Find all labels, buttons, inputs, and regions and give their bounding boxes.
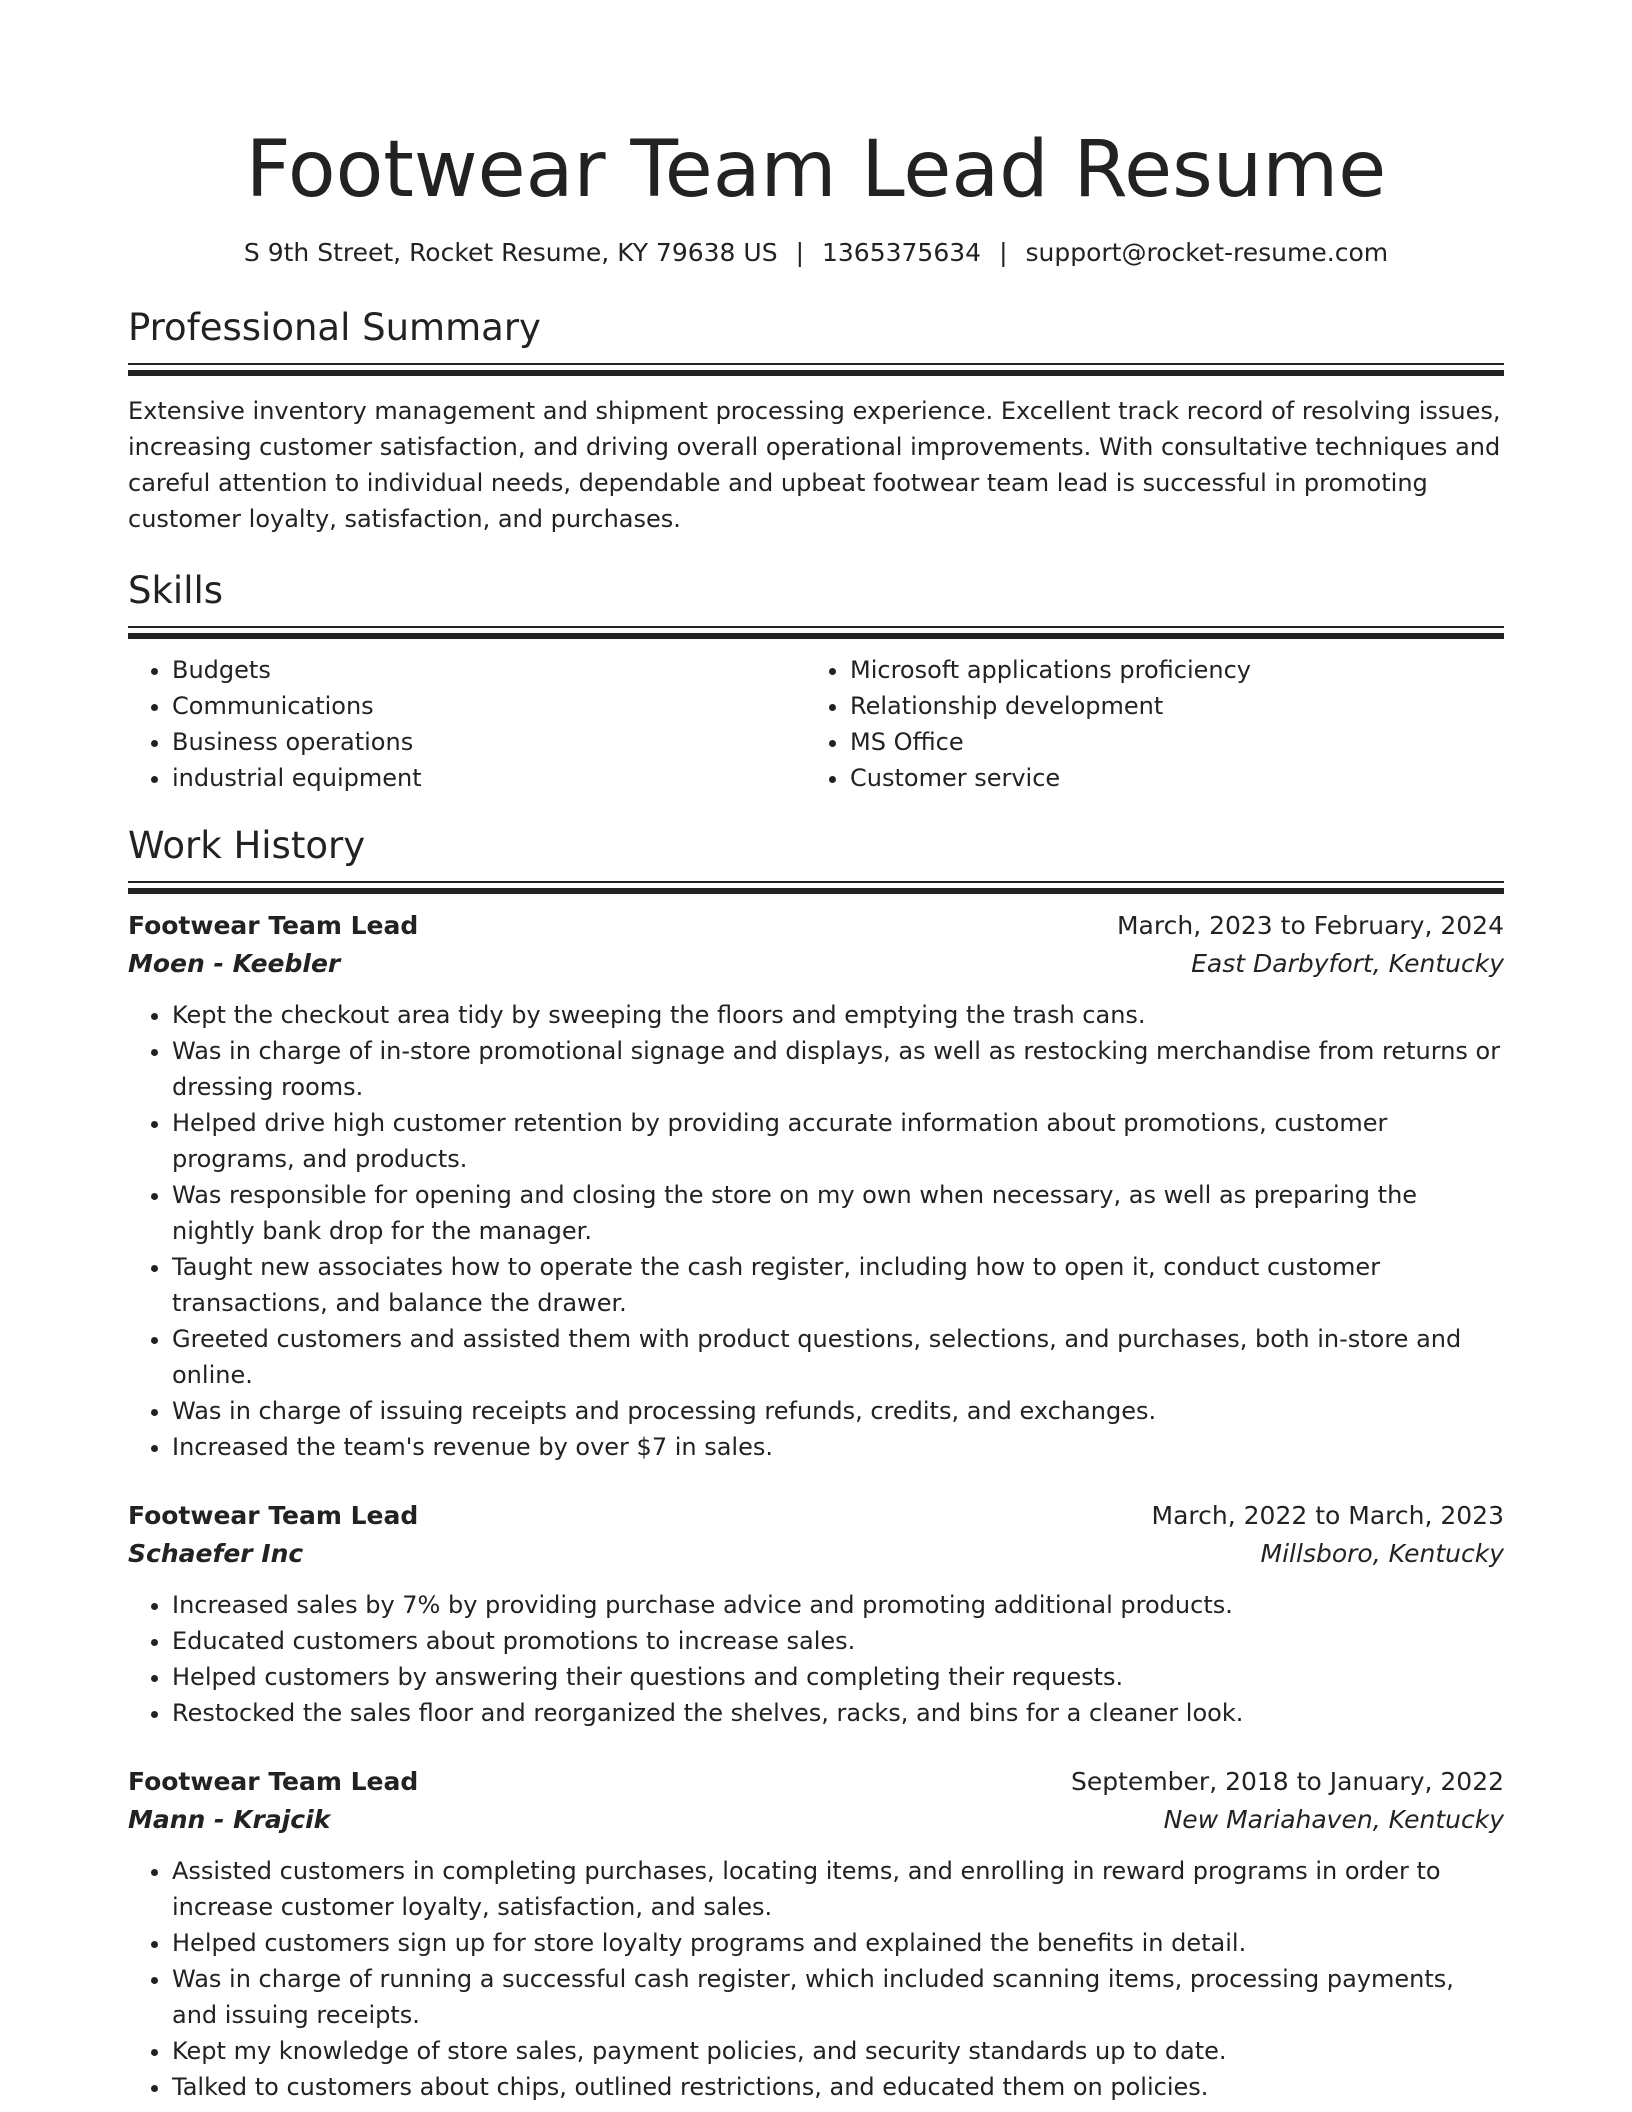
job-title: Footwear Team Lead xyxy=(128,1501,419,1530)
skill-item: • Business operations xyxy=(172,724,806,760)
summary-text: Extensive inventory management and shipment processing experience. Excellent track record of resolving issues, increasing customer satisfaction, and driving overall operational improvements. With consultative techniques and careful attention to individual needs, dependable and upbeat footwear team lead is successful in promoting customer loyalty, satisfaction, and purchases. xyxy=(128,397,1501,533)
job-dates: March, 2023 to February, 2024 xyxy=(1116,911,1504,940)
job-title: Footwear Team Lead xyxy=(128,911,419,940)
job-header xyxy=(128,907,1504,945)
address: S 9th Street, Rocket Resume, KY 79638 US xyxy=(243,238,778,267)
job-bullet: • Was in charge of running a successful cash register, which included scanning items, processing payments, and issuing receipts. xyxy=(172,1961,1504,2033)
resume-page xyxy=(128,0,1504,2105)
job-entry xyxy=(128,1763,1504,2105)
email-link[interactable]: support@rocket-resume.com xyxy=(1025,238,1389,267)
skill-item: • MS Office xyxy=(850,724,1484,760)
job-bullet: • Increased the team's revenue by over $7 in sales. xyxy=(172,1429,1504,1465)
contact-separator: | xyxy=(795,238,804,267)
skill-item: • Customer service xyxy=(850,760,1484,796)
job-bullet: • Increased sales by 7% by providing purchase advice and promoting additional products. xyxy=(172,1587,1504,1623)
contact-separator: | xyxy=(999,238,1008,267)
job-company: Moen - Keebler xyxy=(128,949,341,978)
job-dates: March, 2022 to March, 2023 xyxy=(1151,1501,1504,1530)
section-divider xyxy=(128,626,1504,632)
job-bullet: • Talked to customers about chips, outlined restrictions, and educated them on policies. xyxy=(172,2069,1504,2105)
skill-item: • Relationship development xyxy=(850,688,1484,724)
summary-section xyxy=(128,304,1504,537)
summary-heading: Professional Summary xyxy=(128,306,541,349)
work-history-heading: Work History xyxy=(128,824,366,867)
page-title: Footwear Team Lead Resume xyxy=(245,125,1387,215)
job-header xyxy=(128,1763,1504,1801)
job-bullets xyxy=(128,997,1504,1465)
skill-item: • industrial equipment xyxy=(172,760,806,796)
skills-section xyxy=(128,567,1504,796)
job-bullet: • Helped customers by answering their questions and completing their requests. xyxy=(172,1659,1504,1695)
contact-line xyxy=(128,236,1504,270)
job-subheader xyxy=(128,945,1504,983)
phone: 1365375634 xyxy=(822,238,982,267)
skill-item: • Microsoft applications proficiency xyxy=(850,652,1484,688)
job-entry xyxy=(128,907,1504,1465)
section-divider xyxy=(128,363,1504,369)
job-bullets xyxy=(128,1853,1504,2105)
job-company: Mann - Krajcik xyxy=(128,1805,331,1834)
skill-item: • Budgets xyxy=(172,652,806,688)
job-bullet: • Helped drive high customer retention by providing accurate information about promotions, customer programs, and products. xyxy=(172,1105,1504,1177)
job-dates: September, 2018 to January, 2022 xyxy=(1071,1767,1504,1796)
skills-grid xyxy=(128,652,1504,796)
skills-column-right xyxy=(806,652,1484,796)
job-location: New Mariahaven, Kentucky xyxy=(1163,1805,1504,1834)
job-company: Schaefer Inc xyxy=(128,1539,304,1568)
job-bullet: • Greeted customers and assisted them with product questions, selections, and purchases, both in-store and online. xyxy=(172,1321,1504,1393)
job-entry xyxy=(128,1497,1504,1731)
job-bullets xyxy=(128,1587,1504,1731)
skills-column-left xyxy=(128,652,806,796)
job-title: Footwear Team Lead xyxy=(128,1767,419,1796)
section-divider xyxy=(128,881,1504,887)
job-bullet: • Kept my knowledge of store sales, payment policies, and security standards up to date. xyxy=(172,2033,1504,2069)
job-bullet: • Kept the checkout area tidy by sweeping the floors and emptying the trash cans. xyxy=(172,997,1504,1033)
job-location: East Darbyfort, Kentucky xyxy=(1191,949,1504,978)
job-bullet: • Restocked the sales floor and reorganized the shelves, racks, and bins for a cleaner look. xyxy=(172,1695,1504,1731)
skill-item: • Communications xyxy=(172,688,806,724)
job-bullet: • Was in charge of issuing receipts and processing refunds, credits, and exchanges. xyxy=(172,1393,1504,1429)
job-subheader xyxy=(128,1535,1504,1573)
job-bullet: • Was responsible for opening and closing the store on my own when necessary, as well as preparing the nightly bank drop for the manager. xyxy=(172,1177,1504,1249)
job-header xyxy=(128,1497,1504,1535)
job-bullet: • Helped customers sign up for store loyalty programs and explained the benefits in detail. xyxy=(172,1925,1504,1961)
job-bullet: • Educated customers about promotions to increase sales. xyxy=(172,1623,1504,1659)
skills-heading: Skills xyxy=(128,569,224,612)
job-subheader xyxy=(128,1801,1504,1839)
job-location: Millsboro, Kentucky xyxy=(1260,1539,1504,1568)
work-history-section xyxy=(128,822,1504,2105)
job-bullet: • Assisted customers in completing purchases, locating items, and enrolling in reward programs in order to increase customer loyalty, satisfaction, and sales. xyxy=(172,1853,1504,1925)
job-bullet: • Taught new associates how to operate the cash register, including how to open it, conduct customer transactions, and balance the drawer. xyxy=(172,1249,1504,1321)
job-bullet: • Was in charge of in-store promotional signage and displays, as well as restocking merchandise from returns or dressing rooms. xyxy=(172,1033,1504,1105)
